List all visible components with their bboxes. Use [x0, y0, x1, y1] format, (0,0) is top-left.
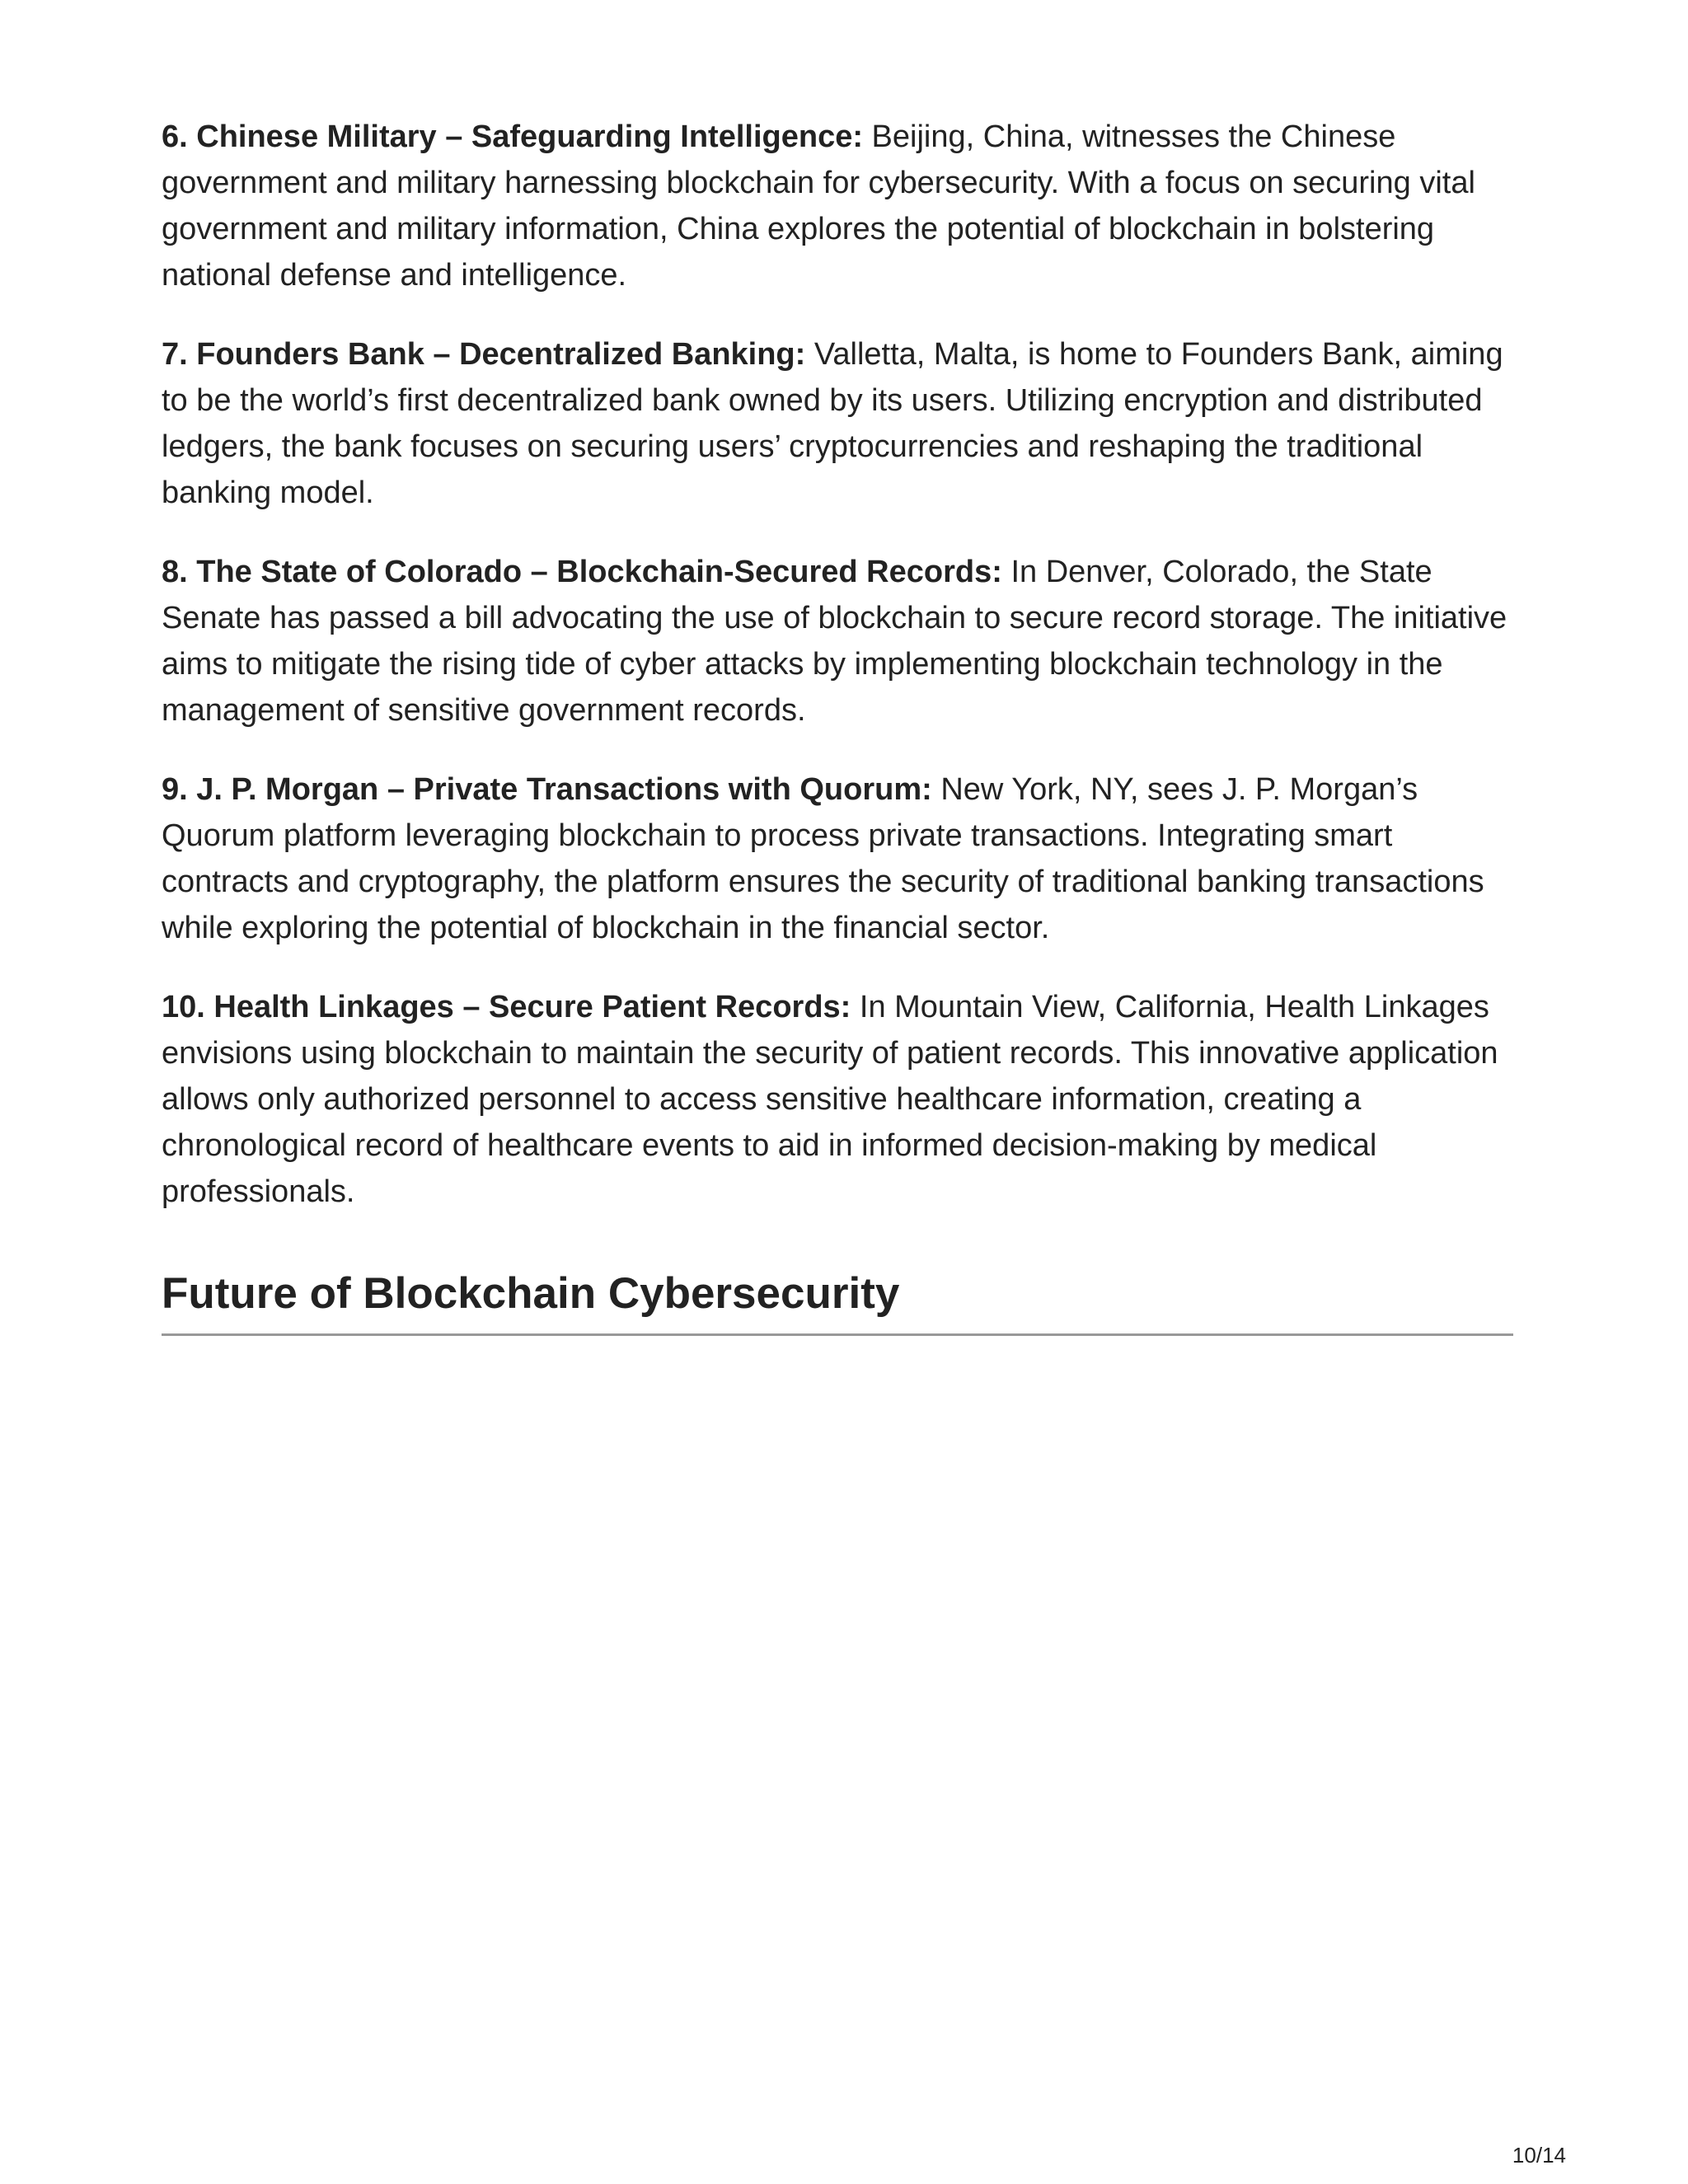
entry-title: 7. Founders Bank – Decentralized Banking:	[162, 337, 806, 372]
entry-title: 8. The State of Colorado – Blockchain-Secured Records:	[162, 555, 1002, 589]
page-number: 10/14	[1512, 2143, 1566, 2168]
entry-title: 10. Health Linkages – Secure Patient Records:	[162, 990, 851, 1024]
entry-title: 6. Chinese Military – Safeguarding Intelligence:	[162, 120, 863, 154]
list-item-health-linkages	[162, 984, 1513, 1215]
entry-title: 9. J. P. Morgan – Private Transactions with Quorum:	[162, 772, 932, 807]
document-content	[162, 114, 1513, 1336]
list-item-state-of-colorado	[162, 549, 1513, 733]
entry-body: In Mountain View, California, Health Linkages envisions using blockchain to maintain the security of patient records. This innovative application allows only authorized personnel to access sensitive healthcare information, creating a chronological record of healthcare events to aid in informed decision-making by medical professionals.	[162, 990, 1498, 1209]
entry-body: Valletta, Malta, is home to Founders Bank, aiming to be the world’s first decentralized bank owned by its users. Utilizing encryption and distributed ledgers, the bank focuses on securing users’ cryptocurrencies and reshaping the traditional banking model.	[162, 337, 1503, 510]
entry-body: Beijing, China, witnesses the Chinese government and military harnessing blockchain for cybersecurity. With a focus on securing vital government and military information, China explores the potential of blockchain in bolstering national defense and intelligence.	[162, 120, 1475, 293]
list-item-founders-bank	[162, 331, 1513, 516]
list-item-chinese-military	[162, 114, 1513, 298]
entry-body: In Denver, Colorado, the State Senate has passed a bill advocating the use of blockchain to secure record storage. The initiative aims to mitigate the rising tide of cyber attacks by implementing blockchain technology in the management of sensitive government records.	[162, 555, 1507, 728]
section-heading: Future of Blockchain Cybersecurity	[162, 1268, 1513, 1336]
entry-body: New York, NY, sees J. P. Morgan’s Quorum platform leveraging blockchain to process private transactions. Integrating smart contracts and cryptography, the platform ensures the security of traditional banking transactions while exploring the potential of blockchain in the financial sector.	[162, 772, 1484, 945]
list-item-jp-morgan	[162, 766, 1513, 951]
